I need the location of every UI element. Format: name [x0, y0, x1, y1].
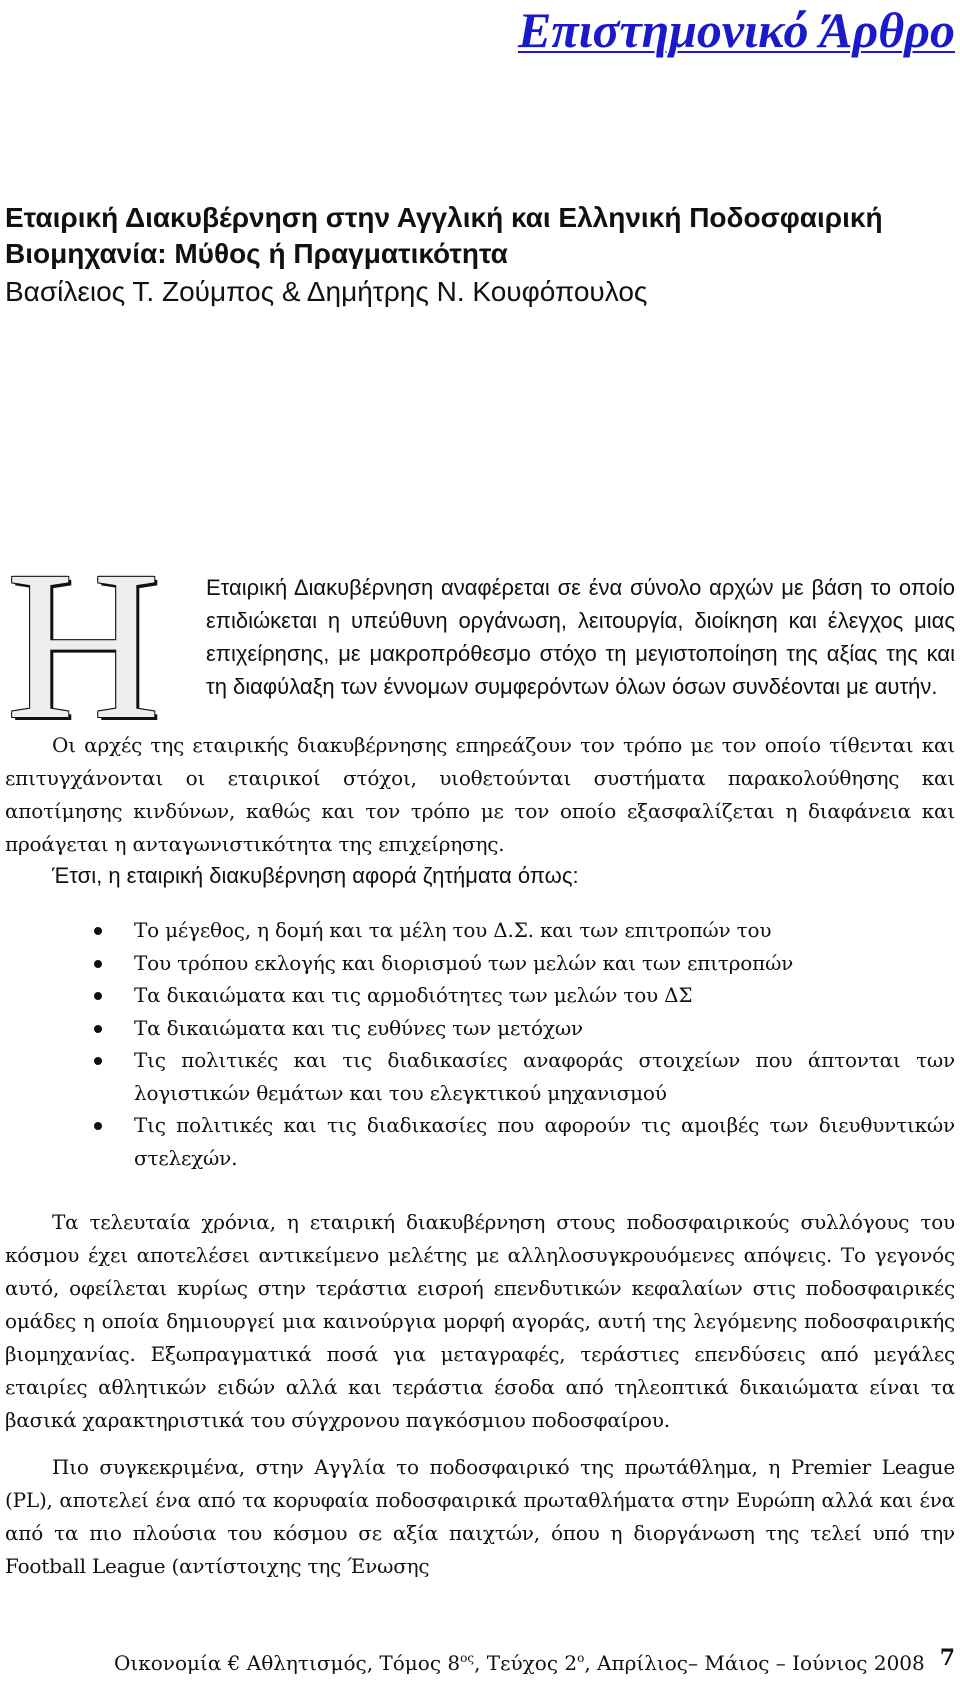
- list-item-text: Του τρόπου εκλογής και διορισμού των μελών και των επιτροπών: [134, 950, 794, 975]
- issues-list: [0, 914, 955, 1174]
- bullet-icon: [94, 960, 102, 968]
- section-label: Επιστημονικό Άρθρο: [517, 2, 955, 58]
- bullet-icon: [94, 1025, 102, 1033]
- list-item-text: Το μέγεθος, η δομή και τα μέλη του Δ.Σ. και των επιτροπών του: [134, 918, 772, 942]
- paragraph-england: Πιο συγκεκριμένα, στην Αγγλία το ποδοσφαιρικό της πρωτάθλημα, η Premier League (PL), αποτελεί ένα από τα κορυφαία ποδοσφαιρικά πρωταθλήματα στην Ευρώπη αλλά και ένα από τα πιο πλούσια του κόσμου σε αξία παιχτών, όπου η διοργάνωση της τελεί υπό την Football League (αντίστοιχης της Ένωσης: [5, 1455, 955, 1578]
- bullet-icon: [94, 1057, 102, 1065]
- journal-citation: Οικονομία € Αθλητισμός, Τόμος $8^{o\varsigma}$, Τεύχος $2^o$, Απρίλιος– Μάιος – Ιούνιος 2008: [114, 1651, 925, 1675]
- dropcap-letter: Η: [6, 527, 161, 764]
- list-item: [0, 1109, 955, 1174]
- list-item: [0, 947, 955, 980]
- paragraph-recent-years: Τα τελευταία χρόνια, η εταιρική διακυβέρνηση στους ποδοσφαιρικούς συλλόγους του κόσμου έχει αποτελέσει αντικείμενο μελέτης με αλληλοσυγκρουόμενες απόψεις. Το γεγονός αυτό, οφείλεται κυρίως στην τεράστια εισροή επενδυτικών κεφαλαίων στις ποδοσφαιρικές ομάδες η οποία δημιουργεί μια καινούργια μορφή αγοράς, αυτή της λεγόμενης ποδοσφαιρικής βιομηχανίας. Εξωπραγματικά ποσά για μεταγραφές, τεράστιες επενδύσεις από μεγάλες εταιρίες αθλητικών ειδών αλλά και τεράστια έσοδα από τηλεοπτικά δικαιώματα είναι τα βασικά χαρακτηριστικά του σύγχρονου παγκόσμιου ποδοσφαίρου.: [5, 1210, 955, 1432]
- list-item-text: Τις πολιτικές και τις διαδικασίες αναφοράς στοιχείων που άπτονται των λογιστικών θεμάτων και του ελεγκτικού μηχανισμού: [134, 1048, 955, 1105]
- list-item: [0, 979, 955, 1012]
- article-title: Εταιρική Διακυβέρνηση στην Αγγλική και Ελληνική Ποδοσφαιρική Βιομηχανία: Μύθος ή Πραγματικότητα: [5, 202, 883, 269]
- article-authors: Βασίλειος Τ. Ζούμπος & Δημήτρης Ν. Κουφόπουλος: [5, 276, 648, 307]
- page-number: 7: [939, 1645, 955, 1671]
- list-lead: Έτσι, η εταιρική διακυβέρνηση αφορά ζητήματα όπως:: [52, 863, 579, 888]
- bullet-icon: [94, 1122, 102, 1130]
- intro-paragraph: Εταιρική Διακυβέρνηση αναφέρεται σε ένα σύνολο αρχών με βάση το οποίο επιδιώκεται η υπεύθυνη οργάνωση, λειτουργία, διοίκηση και έλεγχος μιας επιχείρησης, με μακροπρόθεσμο στόχο τη μεγιστοποίηση της αξίας της και τη διαφύλαξη των έννομων συμφερόντων όλων όσων συνδέονται με αυτήν.: [206, 575, 955, 699]
- list-item: [0, 914, 955, 947]
- list-item-text: Τις πολιτικές και τις διαδικασίες που αφορούν τις αμοιβές των διευθυντικών στελεχών.: [134, 1113, 955, 1170]
- page-footer: [0, 1643, 955, 1673]
- list-item-text: Τα δικαιώματα και τις ευθύνες των μετόχων: [134, 1015, 583, 1040]
- list-item: [0, 1044, 955, 1109]
- bullet-icon: [94, 992, 102, 1000]
- list-item-text: Τα δικαιώματα και τις αρμοδιότητες των μελών του ΔΣ: [134, 983, 693, 1007]
- paragraph-principles: Οι αρχές της εταιρικής διακυβέρνησης επηρεάζουν τον τρόπο με τον οποίο τίθενται και επιτυγχάνονται οι εταιρικοί στόχοι, υιοθετούνται συστήματα παρακολούθησης και αποτίμησης κινδύνων, καθώς και τον τρόπο με τον οποίο εξασφαλίζεται η διαφάνεια και προάγεται η ανταγωνιστικότητα της επιχείρησης.: [5, 733, 955, 856]
- list-item: [0, 1012, 955, 1045]
- bullet-icon: [94, 927, 102, 935]
